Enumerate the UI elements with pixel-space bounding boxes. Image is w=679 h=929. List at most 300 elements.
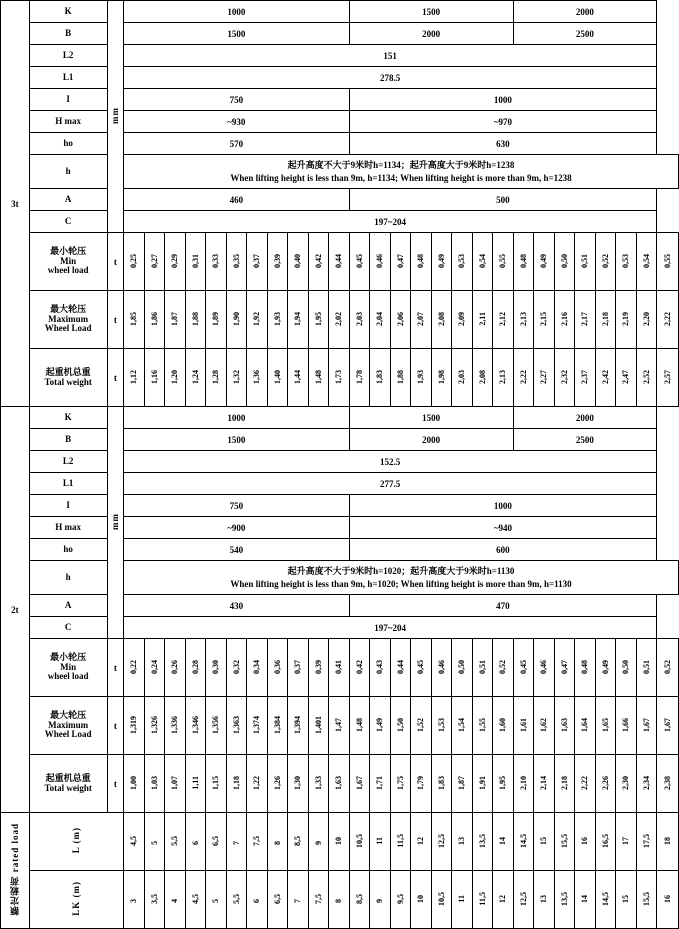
data-cell: 2,42 — [595, 349, 616, 407]
footer-data-cell: 15 — [616, 871, 637, 929]
value-cell: 197~204 — [124, 211, 657, 233]
table-row — [1, 697, 679, 755]
footer-data-cell: 9,5 — [390, 871, 411, 929]
footer-data-cell: 12,5 — [513, 871, 534, 929]
data-cell: 0,50 — [554, 233, 575, 291]
data-cell: 1,11 — [185, 755, 206, 813]
data-cell: 1,65 — [595, 697, 616, 755]
data-cell: 2,22 — [657, 291, 679, 349]
data-cell: 0,44 — [329, 233, 350, 291]
data-cell: 2,57 — [657, 349, 679, 407]
data-cell: 2,09 — [452, 291, 473, 349]
unit-cell-t: t — [107, 349, 123, 407]
unit-cell-t: t — [107, 233, 123, 291]
value-cell: 750 — [124, 89, 350, 111]
data-cell: 1,78 — [349, 349, 370, 407]
data-cell: 1,95 — [308, 291, 329, 349]
data-cell: 1,48 — [308, 349, 329, 407]
data-cell: 0,54 — [636, 233, 657, 291]
footer-data-cell: 8 — [329, 871, 350, 929]
data-cell: 0,42 — [349, 639, 370, 697]
footer-data-cell: 4,5 — [124, 813, 145, 871]
footer-data-cell: 12 — [411, 813, 432, 871]
data-cell: 1,52 — [411, 697, 432, 755]
data-cell: 1,49 — [370, 697, 391, 755]
footer-data-cell: 4 — [165, 871, 186, 929]
footer-data-cell: 8,5 — [288, 813, 309, 871]
footer-data-cell: 13,5 — [554, 871, 575, 929]
table-row — [1, 233, 679, 291]
value-cell: 1500 — [124, 23, 350, 45]
data-cell: 0,55 — [657, 233, 679, 291]
data-cell: 0,41 — [329, 639, 350, 697]
footer-symbol: L (m) — [29, 813, 123, 871]
table-row — [1, 561, 679, 595]
footer-data-cell: 15,5 — [554, 813, 575, 871]
data-cell: 0,27 — [144, 233, 165, 291]
data-cell: 2,08 — [431, 291, 452, 349]
footer-data-cell: 11,5 — [390, 813, 411, 871]
table-row — [1, 495, 679, 517]
data-cell: 1,93 — [267, 291, 288, 349]
data-cell: 0,51 — [472, 639, 493, 697]
data-cell: 0,46 — [370, 233, 391, 291]
data-cell: 2,16 — [554, 291, 575, 349]
data-cell: 0,53 — [452, 233, 473, 291]
row-label: ho — [29, 539, 107, 561]
data-cell: 1,28 — [206, 349, 227, 407]
data-cell: 0,51 — [636, 639, 657, 697]
data-cell: 2,27 — [534, 349, 555, 407]
row-label: I — [29, 89, 107, 111]
group-capacity-label: 2t — [1, 407, 30, 813]
footer-data-cell: 15 — [534, 813, 555, 871]
data-cell: 2,10 — [513, 755, 534, 813]
table-row — [1, 111, 679, 133]
value-cell: ~970 — [349, 111, 657, 133]
footer-data-cell: 16,5 — [595, 813, 616, 871]
data-cell: 1,60 — [493, 697, 514, 755]
data-cell: 2,47 — [616, 349, 637, 407]
data-cell: 1,363 — [226, 697, 247, 755]
value-cell: ~940 — [349, 517, 657, 539]
unit-cell-t: t — [107, 755, 123, 813]
data-cell: 0,52 — [493, 639, 514, 697]
data-cell: 0,52 — [657, 639, 679, 697]
row-label: C — [29, 211, 107, 233]
footer-data-cell: 6,5 — [267, 871, 288, 929]
row-label: A — [29, 189, 107, 211]
data-cell: 1,55 — [472, 697, 493, 755]
value-cell: 1000 — [124, 1, 350, 23]
data-cell: 0,45 — [349, 233, 370, 291]
value-cell: 1000 — [349, 495, 657, 517]
footer-data-cell: 15,5 — [636, 871, 657, 929]
footer-data-cell: 13,5 — [472, 813, 493, 871]
data-cell: 0,30 — [206, 639, 227, 697]
value-cell: 630 — [349, 133, 657, 155]
value-cell: 278.5 — [124, 67, 657, 89]
value-cell: 1000 — [124, 407, 350, 429]
data-cell: 0,29 — [165, 233, 186, 291]
value-cell: ~900 — [124, 517, 350, 539]
data-cell: 0,25 — [124, 233, 145, 291]
footer-data-cell: 5,5 — [226, 871, 247, 929]
footer-data-cell: 14,5 — [513, 813, 534, 871]
data-cell: 1,33 — [308, 755, 329, 813]
table-body — [1, 1, 679, 929]
data-cell: 1,30 — [288, 755, 309, 813]
data-cell: 1,91 — [472, 755, 493, 813]
value-cell: 2000 — [349, 23, 513, 45]
data-cell: 1,20 — [165, 349, 186, 407]
data-cell: 2,14 — [534, 755, 555, 813]
footer-data-cell: 14 — [493, 813, 514, 871]
data-cell: 1,07 — [165, 755, 186, 813]
row-label: H max — [29, 111, 107, 133]
data-cell: 0,37 — [288, 639, 309, 697]
row-note: 起升高度不大于9米时h=1020；起升高度大于9米时h=1130 When lifting height is less than 9m, h=1020; When lifting height is more than 9m, h=1130 — [124, 561, 679, 595]
data-cell: 2,06 — [390, 291, 411, 349]
row-label: L2 — [29, 451, 107, 473]
footer-data-cell: 3,5 — [144, 871, 165, 929]
value-cell: 151 — [124, 45, 657, 67]
value-cell: 2000 — [513, 407, 657, 429]
data-cell: 1,401 — [308, 697, 329, 755]
data-cell: 2,07 — [411, 291, 432, 349]
data-cell: 0,48 — [513, 233, 534, 291]
data-cell: 1,12 — [124, 349, 145, 407]
row-label: 起重机总重 Total weight — [29, 349, 107, 407]
data-cell: 0,48 — [575, 639, 596, 697]
footer-data-cell: 14,5 — [595, 871, 616, 929]
footer-data-cell: 16 — [657, 871, 679, 929]
data-cell: 1,92 — [247, 291, 268, 349]
unit-cell-t: t — [107, 291, 123, 349]
data-cell: 1,394 — [288, 697, 309, 755]
data-cell: 2,22 — [513, 349, 534, 407]
row-label: C — [29, 617, 107, 639]
data-cell: 0,33 — [206, 233, 227, 291]
value-cell: 197~204 — [124, 617, 657, 639]
footer-data-cell: 7,5 — [308, 871, 329, 929]
footer-data-cell: 9 — [308, 813, 329, 871]
data-cell: 1,22 — [247, 755, 268, 813]
row-label: B — [29, 429, 107, 451]
data-cell: 1,61 — [513, 697, 534, 755]
footer-data-cell: 5 — [144, 813, 165, 871]
data-cell: 0,24 — [144, 639, 165, 697]
data-cell: 2,13 — [493, 349, 514, 407]
data-cell: 1,75 — [390, 755, 411, 813]
data-cell: 1,87 — [452, 755, 473, 813]
table-row — [1, 211, 679, 233]
table-row — [1, 473, 679, 495]
row-label: 最大轮压 Maximum Wheel Load — [29, 291, 107, 349]
group-capacity-label: 3t — [1, 1, 30, 407]
data-cell: 1,73 — [329, 349, 350, 407]
data-cell: 0,26 — [165, 639, 186, 697]
data-cell: 0,46 — [534, 639, 555, 697]
data-cell: 0,22 — [124, 639, 145, 697]
table-row — [1, 291, 679, 349]
value-cell: 2000 — [513, 1, 657, 23]
data-cell: 1,98 — [431, 349, 452, 407]
data-cell: 2,04 — [370, 291, 391, 349]
data-cell: 0,48 — [411, 233, 432, 291]
table-row — [1, 595, 679, 617]
data-cell: 1,15 — [206, 755, 227, 813]
table-row — [1, 639, 679, 697]
footer-data-cell: 5,5 — [165, 813, 186, 871]
unit-cell-mm: mm — [107, 407, 123, 639]
footer-row — [1, 813, 679, 871]
unit-cell-t: t — [107, 697, 123, 755]
footer-data-cell: 6 — [185, 813, 206, 871]
value-cell: 570 — [124, 133, 350, 155]
data-cell: 1,95 — [493, 755, 514, 813]
table-row — [1, 517, 679, 539]
rated-load-label: 额定载荷 rated load — [1, 813, 30, 929]
row-label: 最小轮压 Min wheel load — [29, 639, 107, 697]
data-cell: 2,18 — [554, 755, 575, 813]
footer-data-cell: 17,5 — [636, 813, 657, 871]
table-row — [1, 23, 679, 45]
footer-data-cell: 7 — [226, 813, 247, 871]
data-cell: 1,83 — [370, 349, 391, 407]
footer-data-cell: 7,5 — [247, 813, 268, 871]
data-cell: 0,50 — [452, 639, 473, 697]
footer-data-cell: 13 — [534, 871, 555, 929]
data-cell: 2,18 — [595, 291, 616, 349]
data-cell: 0,34 — [247, 639, 268, 697]
data-cell: 1,54 — [452, 697, 473, 755]
data-cell: 0,42 — [308, 233, 329, 291]
footer-data-cell: 10,5 — [349, 813, 370, 871]
data-cell: 1,356 — [206, 697, 227, 755]
unit-cell-t: t — [107, 639, 123, 697]
row-label: h — [29, 561, 107, 595]
data-cell: 0,32 — [226, 639, 247, 697]
footer-data-cell: 11 — [452, 871, 473, 929]
row-label: ho — [29, 133, 107, 155]
table-row — [1, 1, 679, 23]
data-cell: 1,18 — [226, 755, 247, 813]
data-cell: 1,319 — [124, 697, 145, 755]
data-cell: 2,22 — [575, 755, 596, 813]
data-cell: 1,63 — [554, 697, 575, 755]
table-row — [1, 429, 679, 451]
data-cell: 1,85 — [124, 291, 145, 349]
table-row — [1, 189, 679, 211]
data-cell: 0,49 — [595, 639, 616, 697]
data-cell: 1,26 — [267, 755, 288, 813]
data-cell: 0,49 — [534, 233, 555, 291]
data-cell: 1,47 — [329, 697, 350, 755]
footer-data-cell: 14 — [575, 871, 596, 929]
data-cell: 1,24 — [185, 349, 206, 407]
table-row — [1, 67, 679, 89]
data-cell: 0,36 — [267, 639, 288, 697]
data-cell: 1,86 — [144, 291, 165, 349]
data-cell: 2,12 — [493, 291, 514, 349]
value-cell: 2000 — [349, 429, 513, 451]
data-cell: 0,53 — [616, 233, 637, 291]
value-cell: 152.5 — [124, 451, 657, 473]
value-cell: 750 — [124, 495, 350, 517]
footer-data-cell: 5 — [206, 871, 227, 929]
footer-symbol: LK (m) — [29, 871, 123, 929]
data-cell: 0,45 — [411, 639, 432, 697]
data-cell: 1,67 — [636, 697, 657, 755]
data-cell: 1,36 — [247, 349, 268, 407]
footer-data-cell: 16 — [575, 813, 596, 871]
data-cell: 0,28 — [185, 639, 206, 697]
data-cell: 2,11 — [472, 291, 493, 349]
table-row — [1, 617, 679, 639]
value-cell: ~930 — [124, 111, 350, 133]
row-label: K — [29, 1, 107, 23]
data-cell: 2,15 — [534, 291, 555, 349]
value-cell: 1500 — [349, 1, 513, 23]
data-cell: 2,38 — [657, 755, 679, 813]
footer-data-cell: 8,5 — [349, 871, 370, 929]
data-cell: 1,63 — [329, 755, 350, 813]
data-cell: 1,336 — [165, 697, 186, 755]
data-cell: 1,374 — [247, 697, 268, 755]
data-cell: 2,17 — [575, 291, 596, 349]
data-cell: 1,90 — [226, 291, 247, 349]
data-cell: 1,66 — [616, 697, 637, 755]
row-label: H max — [29, 517, 107, 539]
data-cell: 1,67 — [657, 697, 679, 755]
footer-data-cell: 11,5 — [472, 871, 493, 929]
table-row — [1, 755, 679, 813]
data-cell: 2,03 — [452, 349, 473, 407]
data-cell: 0,43 — [370, 639, 391, 697]
data-cell: 0,47 — [554, 639, 575, 697]
table-row — [1, 45, 679, 67]
footer-data-cell: 10 — [411, 871, 432, 929]
data-cell: 1,89 — [206, 291, 227, 349]
value-cell: 1500 — [124, 429, 350, 451]
data-cell: 1,384 — [267, 697, 288, 755]
footer-data-cell: 12,5 — [431, 813, 452, 871]
data-cell: 1,67 — [349, 755, 370, 813]
data-cell: 1,16 — [144, 349, 165, 407]
data-cell: 0,49 — [431, 233, 452, 291]
data-cell: 2,20 — [636, 291, 657, 349]
footer-data-cell: 3 — [124, 871, 145, 929]
value-cell: 1000 — [349, 89, 657, 111]
data-cell: 2,30 — [616, 755, 637, 813]
data-cell: 1,79 — [411, 755, 432, 813]
row-note: 起升高度不大于9米时h=1134；起升高度大于9米时h=1238 When lifting height is less than 9m, h=1134; When lifting height is more than 9m, h=1238 — [124, 155, 679, 189]
footer-data-cell: 12 — [493, 871, 514, 929]
footer-data-cell: 10 — [329, 813, 350, 871]
data-cell: 2,52 — [636, 349, 657, 407]
data-cell: 0,31 — [185, 233, 206, 291]
data-cell: 1,44 — [288, 349, 309, 407]
row-label: A — [29, 595, 107, 617]
data-cell: 1,93 — [411, 349, 432, 407]
data-cell: 1,71 — [370, 755, 391, 813]
table-row — [1, 451, 679, 473]
footer-data-cell: 11 — [370, 813, 391, 871]
row-label: I — [29, 495, 107, 517]
value-cell: 430 — [124, 595, 350, 617]
footer-data-cell: 9 — [370, 871, 391, 929]
table-row — [1, 407, 679, 429]
row-label: h — [29, 155, 107, 189]
data-cell: 2,32 — [554, 349, 575, 407]
data-cell: 0,40 — [288, 233, 309, 291]
footer-data-cell: 17 — [616, 813, 637, 871]
data-cell: 1,83 — [431, 755, 452, 813]
row-label: 起重机总重 Total weight — [29, 755, 107, 813]
data-cell: 0,35 — [226, 233, 247, 291]
data-cell: 0,52 — [595, 233, 616, 291]
data-cell: 2,26 — [595, 755, 616, 813]
data-cell: 0,55 — [493, 233, 514, 291]
table-row — [1, 539, 679, 561]
value-cell: 277.5 — [124, 473, 657, 495]
data-cell: 0,44 — [390, 639, 411, 697]
footer-data-cell: 13 — [452, 813, 473, 871]
data-cell: 1,32 — [226, 349, 247, 407]
data-cell: 1,62 — [534, 697, 555, 755]
footer-data-cell: 18 — [657, 813, 679, 871]
value-cell: 500 — [349, 189, 657, 211]
data-cell: 1,326 — [144, 697, 165, 755]
value-cell: 2500 — [513, 23, 657, 45]
value-cell: 600 — [349, 539, 657, 561]
footer-data-cell: 6 — [247, 871, 268, 929]
data-cell: 0,39 — [308, 639, 329, 697]
data-cell: 2,08 — [472, 349, 493, 407]
data-cell: 0,47 — [390, 233, 411, 291]
data-cell: 0,46 — [431, 639, 452, 697]
data-cell: 0,45 — [513, 639, 534, 697]
table-row — [1, 349, 679, 407]
data-cell: 2,37 — [575, 349, 596, 407]
row-label: B — [29, 23, 107, 45]
footer-data-cell: 10,5 — [431, 871, 452, 929]
row-label: 最大轮压 Maximum Wheel Load — [29, 697, 107, 755]
value-cell: 470 — [349, 595, 657, 617]
row-label: L2 — [29, 45, 107, 67]
table-row — [1, 133, 679, 155]
data-cell: 0,51 — [575, 233, 596, 291]
data-cell: 2,03 — [349, 291, 370, 349]
data-cell: 0,54 — [472, 233, 493, 291]
data-cell: 1,94 — [288, 291, 309, 349]
data-cell: 1,53 — [431, 697, 452, 755]
data-cell: 1,346 — [185, 697, 206, 755]
data-cell: 0,50 — [616, 639, 637, 697]
footer-row — [1, 871, 679, 929]
row-label: L1 — [29, 67, 107, 89]
value-cell: 460 — [124, 189, 350, 211]
row-label: K — [29, 407, 107, 429]
data-cell: 2,34 — [636, 755, 657, 813]
data-cell: 1,00 — [124, 755, 145, 813]
row-label: L1 — [29, 473, 107, 495]
row-label: 最小轮压 Min wheel load — [29, 233, 107, 291]
value-cell: 540 — [124, 539, 350, 561]
data-cell: 2,02 — [329, 291, 350, 349]
data-cell: 1,50 — [390, 697, 411, 755]
